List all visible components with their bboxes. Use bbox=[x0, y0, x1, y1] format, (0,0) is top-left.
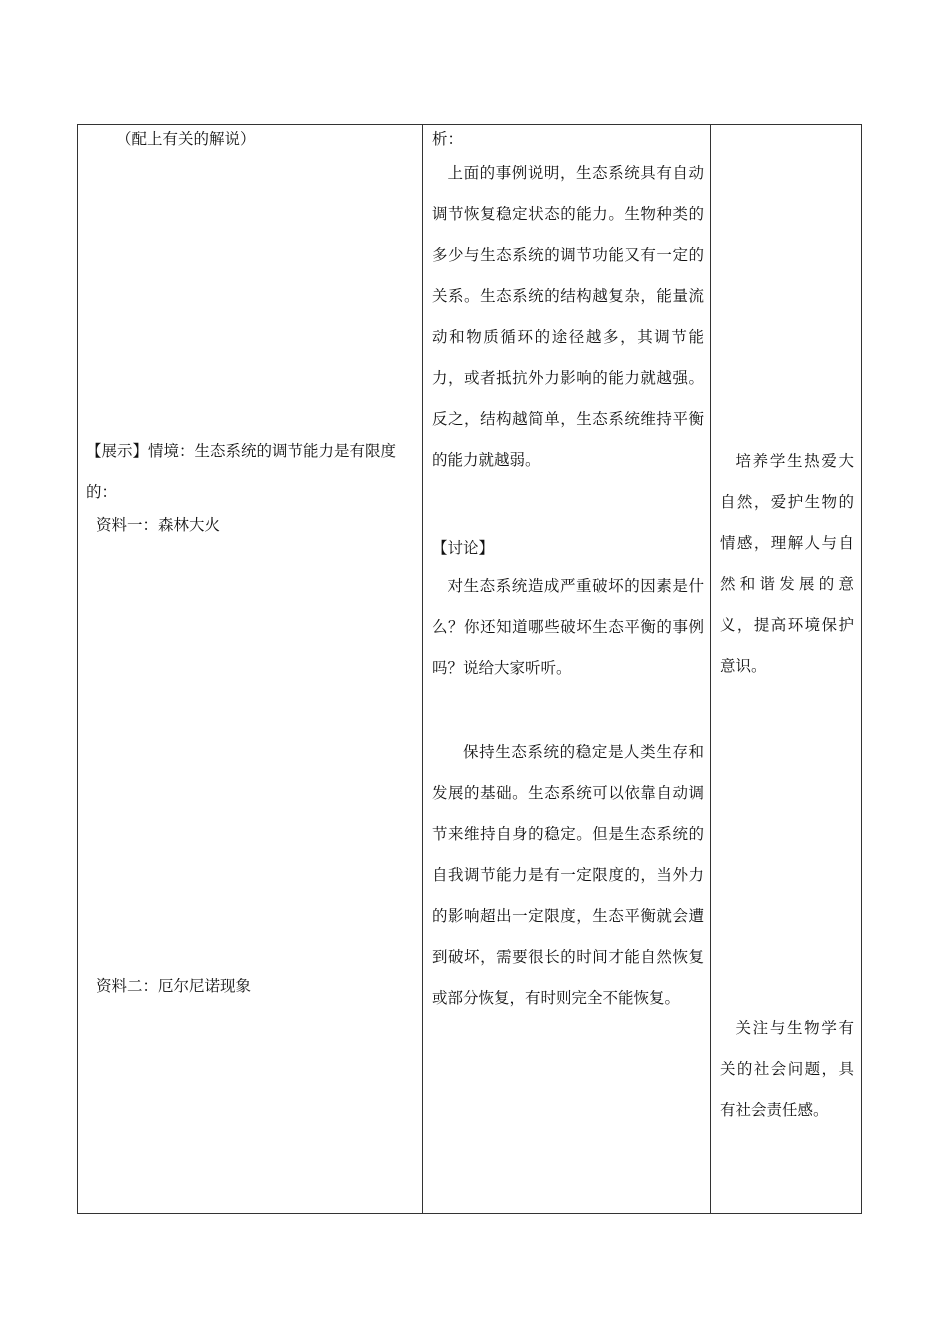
column-divider bbox=[710, 125, 711, 1213]
paragraph-self-regulation: 上面的事例说明，生态系统具有自动调节恢复稳定状态的能力。生物种类的多少与生态系统的调节功能又有一定的关系。生态系统的结构越复杂，能量流动和物质循环的途径越多，其调节能力，或者抵抗外力影响的能力就越强。反之，结构越简单，生态系统维持平衡的能力就越弱。 bbox=[432, 164, 704, 469]
show-situation bbox=[86, 431, 416, 513]
goal-love-nature: 培养学生热爱大自然，爱护生物的情感，理解人与自然和谐发展的意义，提高环境保护意识。 bbox=[720, 452, 854, 675]
caption-note: （配上有关的解说） bbox=[116, 130, 256, 148]
text-fragment: 析： bbox=[432, 130, 464, 148]
column-divider bbox=[422, 125, 423, 1213]
material-one: 资料一：森林大火 bbox=[96, 516, 221, 534]
discussion-question: 对生态系统造成严重破坏的因素是什么？你还知道哪些破坏生态平衡的事例吗？说给大家听听。 bbox=[432, 577, 704, 677]
paragraph-stability-limit: 保持生态系统的稳定是人类生存和发展的基础。生态系统可以依靠自动调节来维持自身的稳定。但是生态系统的自我调节能力是有一定限度的，当外力的影响超出一定限度，生态平衡就会遭到破坏，需要很长的时间才能自然恢复或部分恢复，有时则完全不能恢复。 bbox=[432, 743, 704, 1007]
show-label: 【展示】 bbox=[86, 442, 149, 460]
lesson-table bbox=[77, 124, 862, 1214]
show-text: 情境：生态系统的调节能力是有限度的： bbox=[86, 442, 397, 501]
material-two: 资料二：厄尔尼诺现象 bbox=[96, 977, 252, 995]
discussion-label: 【讨论】 bbox=[432, 539, 495, 557]
goal-social-responsibility: 关注与生物学有关的社会问题，具有社会责任感。 bbox=[720, 1019, 854, 1119]
